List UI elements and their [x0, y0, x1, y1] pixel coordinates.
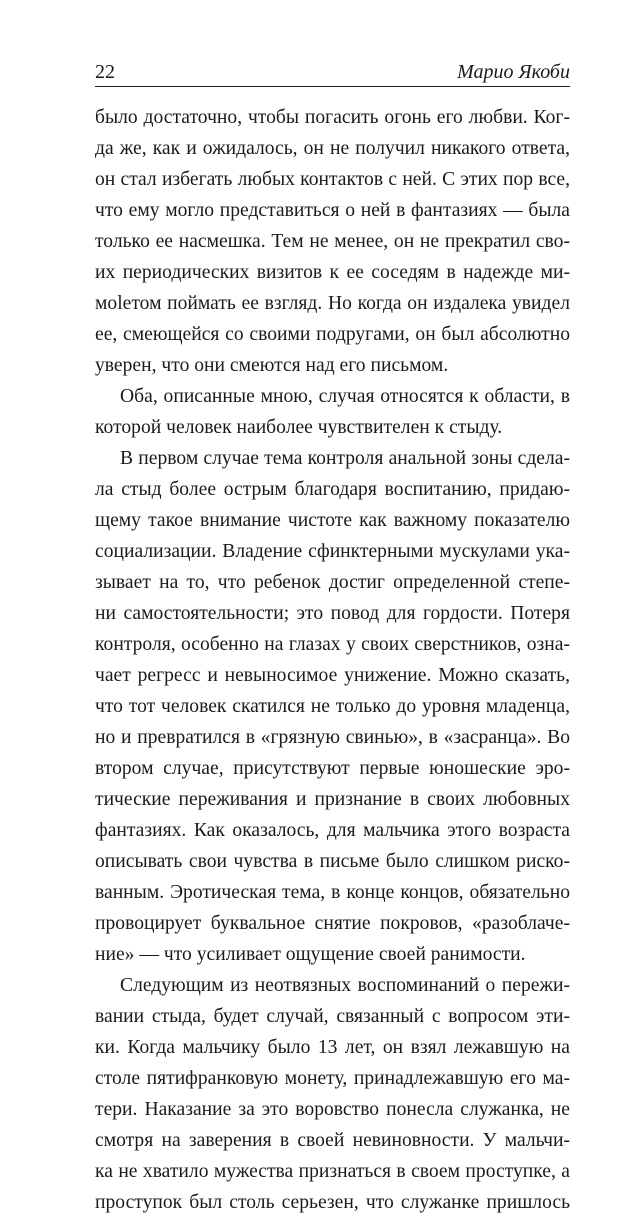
text-line: ка не хватило мужества признаться в своем проступке, а	[95, 1161, 570, 1182]
text-line: но и превратился в «грязную свинью», в «засранца». Во	[95, 727, 570, 748]
text-line: что тот человек скатился не только до уровня младенца,	[95, 696, 570, 717]
text-line: ла стыд более острым благодаря воспитанию, придаю-	[95, 479, 570, 500]
page-header	[95, 50, 570, 84]
text-line: да же, как и ожидалось, он не получил никакого ответа,	[95, 138, 570, 159]
text-line: Оба, описанные мною, случая относятся к области, в	[120, 386, 570, 407]
text-line: зывает на то, что ребенок достиг определенной степе-	[95, 572, 570, 593]
text-line: Следующим из неотвязных воспоминаний о пережи-	[120, 975, 570, 996]
text-line: ванным. Эротическая тема, в конце концов, обязательно	[95, 882, 570, 903]
page-number: 22	[95, 61, 115, 83]
text-line: чает регресс и невыносимое унижение. Можно сказать,	[95, 665, 570, 686]
text-line: столе пятифранковую монету, принадлежавшую его ма-	[95, 1068, 570, 1089]
text-line: вании стыда, будет случай, связанный с вопросом эти-	[95, 1006, 570, 1027]
text-line: тери. Наказание за это воровство понесла служанка, не	[95, 1099, 570, 1120]
text-line: проступок был столь серьезен, что служанке пришлось	[95, 1192, 570, 1213]
header-rule	[95, 86, 570, 87]
text-line: он стал избегать любых контактов с ней. С этих пор все,	[95, 169, 570, 190]
text-line: фантазиях. Как оказалось, для мальчика этого возраста	[95, 820, 570, 841]
text-line: только ее насмешка. Тем не менее, он не прекратил сво-	[95, 231, 570, 252]
text-line: мolетом поймать ее взгляд. Но когда он издалека увидел	[95, 293, 570, 314]
text-line: ние» — что усиливает ощущение своей ранимости.	[95, 944, 526, 965]
body-text	[95, 102, 570, 1218]
text-line: смотря на заверения в своей невиновности. У мальчи-	[95, 1130, 570, 1151]
text-line: уверен, что они смеются над его письмом.	[95, 355, 449, 376]
paragraph	[95, 443, 570, 970]
text-line: социализации. Владение сфинктерными мускулами ука-	[95, 541, 570, 562]
running-head: Марио Якоби	[457, 61, 570, 83]
text-line: ни самостоятельности; это повод для гордости. Потеря	[95, 603, 570, 624]
text-line: провоцирует буквальное снятие покровов, «разоблаче-	[95, 913, 570, 934]
text-line: описывать свои чувства в письме было слишком риско-	[95, 851, 570, 872]
text-line: было достаточно, чтобы погасить огонь его любви. Ког-	[95, 107, 570, 128]
paragraph	[95, 102, 570, 381]
paragraph	[95, 381, 570, 443]
text-line: контроля, особенно на глазах у своих сверстников, озна-	[95, 634, 570, 655]
paragraph	[95, 970, 570, 1218]
text-line: В первом случае тема контроля анальной зоны сдела-	[120, 448, 570, 469]
text-line: щему такое внимание чистоте как важному показателю	[95, 510, 570, 531]
text-line: ее, смеющейся со своими подругами, он был абсолютно	[95, 324, 570, 345]
text-line: которой человек наиболее чувствителен к стыду.	[95, 417, 503, 438]
text-line: ки. Когда мальчику было 13 лет, он взял лежавшую на	[95, 1037, 570, 1058]
text-line: что ему могло представиться о ней в фантазиях — была	[95, 200, 570, 221]
text-line: тические переживания и признание в своих любовных	[95, 789, 570, 810]
text-line: их периодических визитов к ее соседям в надежде ми-	[95, 262, 570, 283]
text-line: втором случае, присутствуют первые юношеские эро-	[95, 758, 570, 779]
